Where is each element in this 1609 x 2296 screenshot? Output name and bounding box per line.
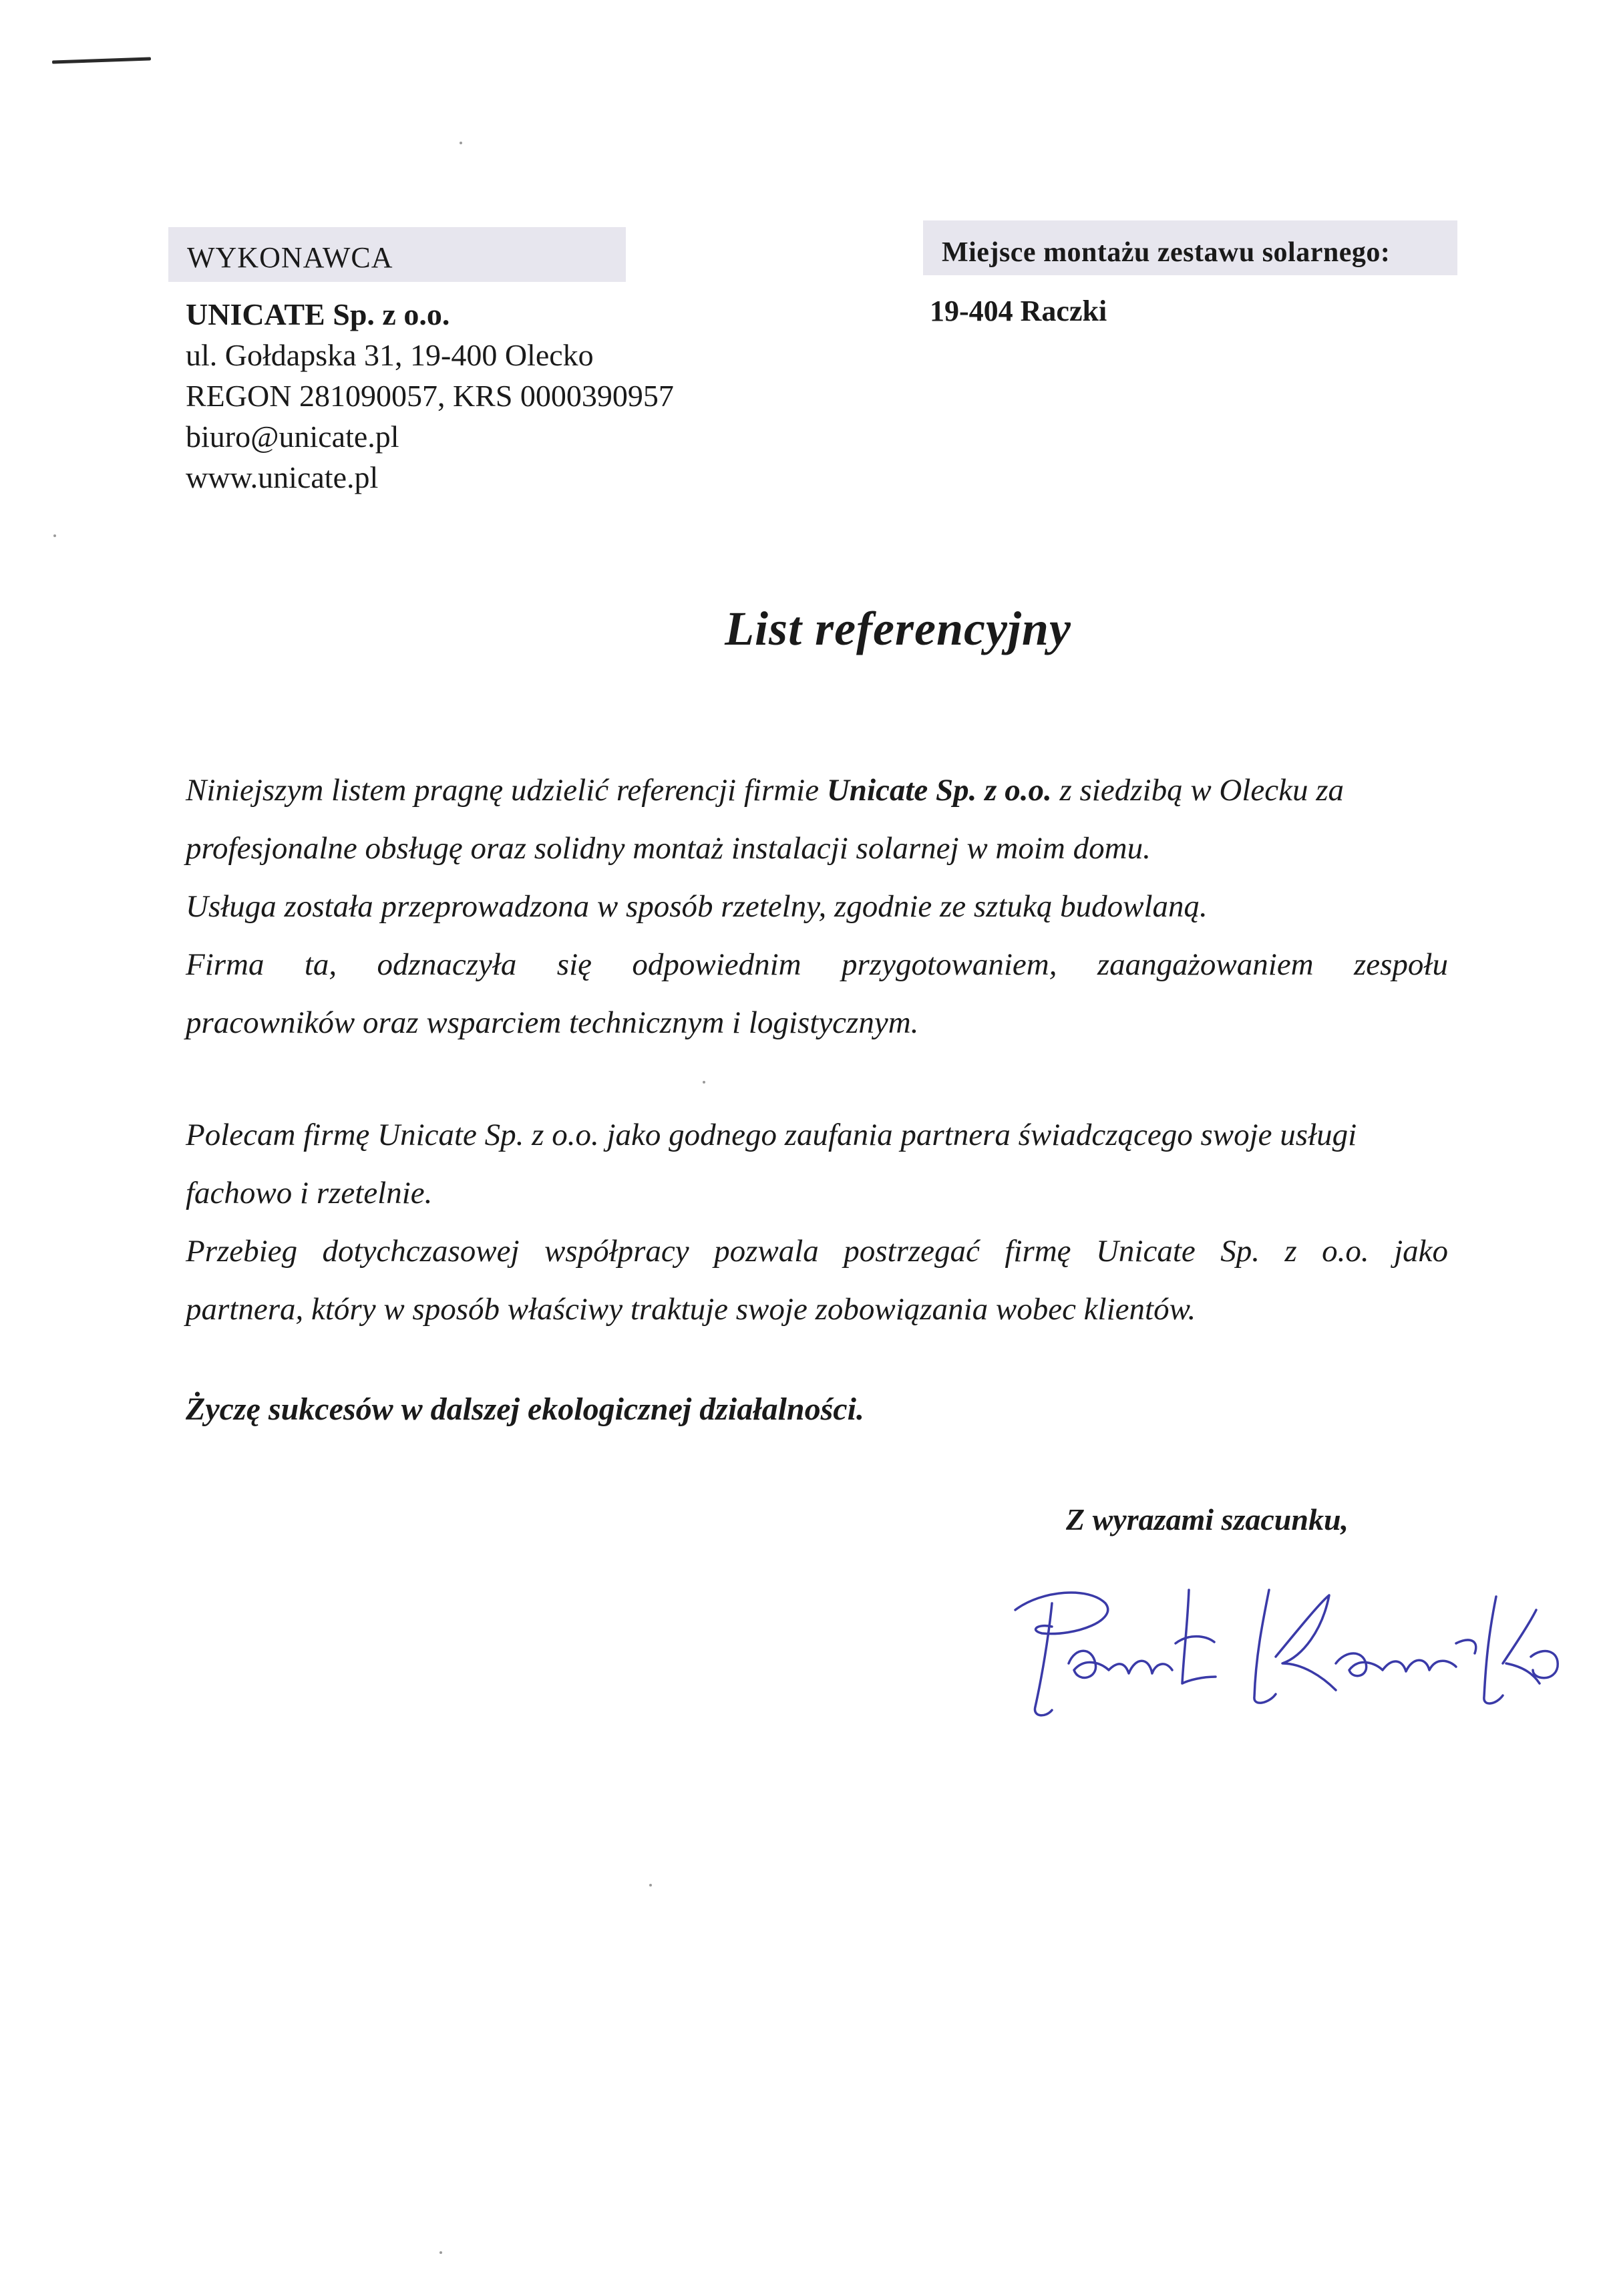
body-line: profesjonalne obsługę oraz solidny montaż instalacji solarnej w moim domu. [186,831,1151,866]
contractor-website: www.unicate.pl [186,460,379,494]
installation-site-value: 19-404 Raczki [930,295,1107,327]
closing-salutation: Z wyrazami szacunku, [1066,1502,1349,1536]
scan-speck [460,142,462,144]
body-line: Polecam firmę Unicate Sp. z o.o. jako godnego zaufania partnera świadczącego swoje usługi [186,1118,1357,1152]
body-line: Usługa została przeprowadzona w sposób rzetelny, zgodnie ze sztuką budowlaną. [186,889,1208,924]
body-line [186,762,1448,820]
wishes-line: Życzę sukcesów w dalszej ekologicznej działalności. [186,1391,864,1427]
body-line: fachowo i rzetelnie. [186,1176,433,1210]
body-paragraph-1 [186,762,1448,1052]
scan-speck [649,1884,652,1887]
contractor-registry: REGON 281090057, KRS 0000390957 [186,379,674,413]
document-title: List referencyjny [725,602,1071,655]
handwritten-signature [989,1563,1563,1724]
body-line: partnera, który w sposób właściwy traktuje swoje zobowiązania wobec klientów. [186,1292,1196,1327]
contractor-details [186,294,674,498]
contractor-email: biuro@unicate.pl [186,420,399,454]
installation-site-label: Miejsce montażu zestawu solarnego: [942,237,1391,268]
contractor-address: ul. Gołdapska 31, 19-400 Olecko [186,338,594,372]
scan-speck [53,534,56,537]
contractor-label: WYKONAWCA [187,241,393,274]
body-paragraph-2 [186,1106,1448,1339]
scan-speck [703,1081,705,1084]
body-text-fragment: z siedzibą w Olecku za [1051,773,1345,808]
body-line: Firma ta, odznaczyła się odpowiednim przygotowaniem, zaangażowaniem zespołu [186,947,1448,982]
contractor-company: UNICATE Sp. z o.o. [186,297,450,331]
body-line: Przebieg dotychczasowej współpracy pozwala postrzegać firmę Unicate Sp. z o.o. jako [186,1234,1448,1269]
body-text-fragment: Niniejszym listem pragnę udzielić referencji firmie [186,773,827,808]
company-name-emphasis: Unicate Sp. z o.o. [826,773,1052,808]
scan-mark [52,57,151,63]
body-line: pracowników oraz wsparciem technicznym i logistycznym. [186,1005,919,1040]
scan-speck [439,2251,442,2254]
